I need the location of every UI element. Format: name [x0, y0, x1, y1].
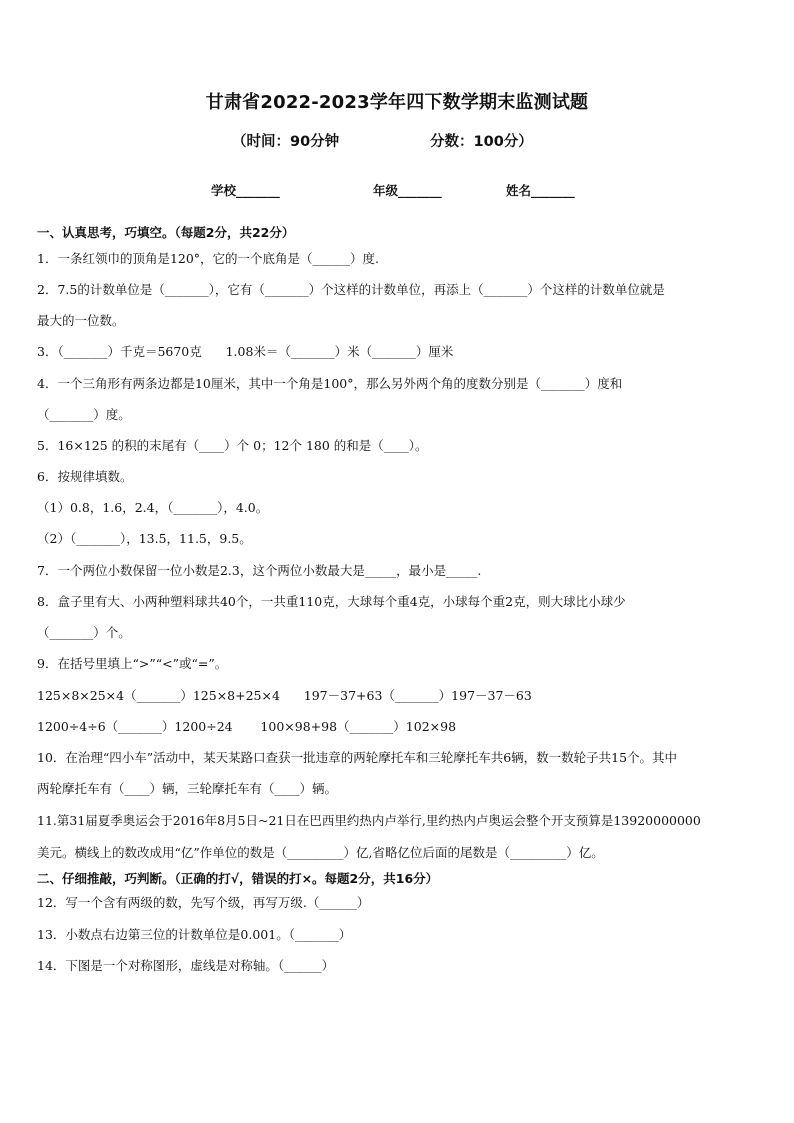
question-line: 1200÷4÷6（_______）1200÷24 100×98+98（_______）102×98 [37, 719, 457, 734]
question-line: 两轮摩托车有（____）辆，三轮摩托车有（____）辆。 [37, 781, 338, 796]
exam-time-score: （时间：90分钟 分数：100分） [232, 134, 533, 150]
question-line: 6．按规律填数。 [37, 469, 133, 484]
section-1-heading: 一、认真思考，巧填空。（每题2分，共22分） [37, 225, 295, 240]
question-line: 1．一条红领巾的顶角是120°，它的一个底角是（______）度. [37, 251, 380, 266]
school-field: 学校_______ [211, 183, 280, 198]
question-line: （_______）度。 [37, 407, 131, 422]
question-line: 125×8×25×4（_______）125×8+25×4 197－37+63（_______）197－37－63 [37, 688, 532, 703]
question-line: （_______）个。 [37, 625, 131, 640]
question-line: 7．一个两位小数保留一位小数是2.3，这个两位小数最大是_____，最小是_____. [37, 563, 482, 578]
grade-field: 年级_______ [373, 183, 442, 198]
question-line: 3．（_______）千克＝5670克 1.08米＝（_______）米（_______）厘米 [37, 344, 454, 359]
question-line: 美元。横线上的数改成用“亿”作单位的数是（_________）亿,省略亿位后面的尾数是（_________）亿。 [37, 845, 604, 860]
question-line: 8．盒子里有大、小两种塑料球共40个，一共重110克，大球每个重4克，小球每个重2克，则大球比小球少 [37, 594, 626, 609]
page-title: 甘肃省2022-2023学年四下数学期末监测试题 [205, 92, 589, 113]
question-line: 最大的一位数。 [37, 313, 125, 328]
question-line: 10．在治理“四小车”活动中，某天某路口查获一批违章的两轮摩托车和三轮摩托车共6辆，数一数轮子共15个。其中 [37, 750, 678, 765]
question-line: 5．16×125 的积的末尾有（____）个 0；12个 180 的和是（____）。 [37, 438, 428, 453]
question-line: 9．在括号里填上“>”“<”或“=”。 [37, 656, 228, 671]
name-field: 姓名_______ [506, 183, 575, 198]
question-line: 11.第31届夏季奥运会于2016年8月5日~21日在巴西里约热内卢举行,里约热内卢奥运会整个开支预算是13920000000 [37, 813, 701, 828]
question-line: 2．7.5的计数单位是（_______），它有（_______）个这样的计数单位，再添上（_______）个这样的计数单位就是 [37, 282, 665, 297]
question-line: 14．下图是一个对称图形，虚线是对称轴。（______） [37, 958, 335, 973]
question-line: （1）0.8，1.6，2.4，（_______），4.0。 [37, 500, 269, 515]
question-line: （2）（_______），13.5，11.5，9.5。 [37, 531, 252, 546]
question-line: 12．写一个含有两级的数，先写个级，再写万级.（______） [37, 895, 370, 910]
section-2-heading: 二、仔细推敲，巧判断。（正确的打√，错误的打×。每题2分，共16分） [37, 871, 439, 886]
question-line: 4．一个三角形有两条边都是10厘米，其中一个角是100°，那么另外两个角的度数分别是（_______）度和 [37, 376, 623, 391]
question-line: 13．小数点右边第三位的计数单位是0.001。（_______） [37, 927, 352, 942]
